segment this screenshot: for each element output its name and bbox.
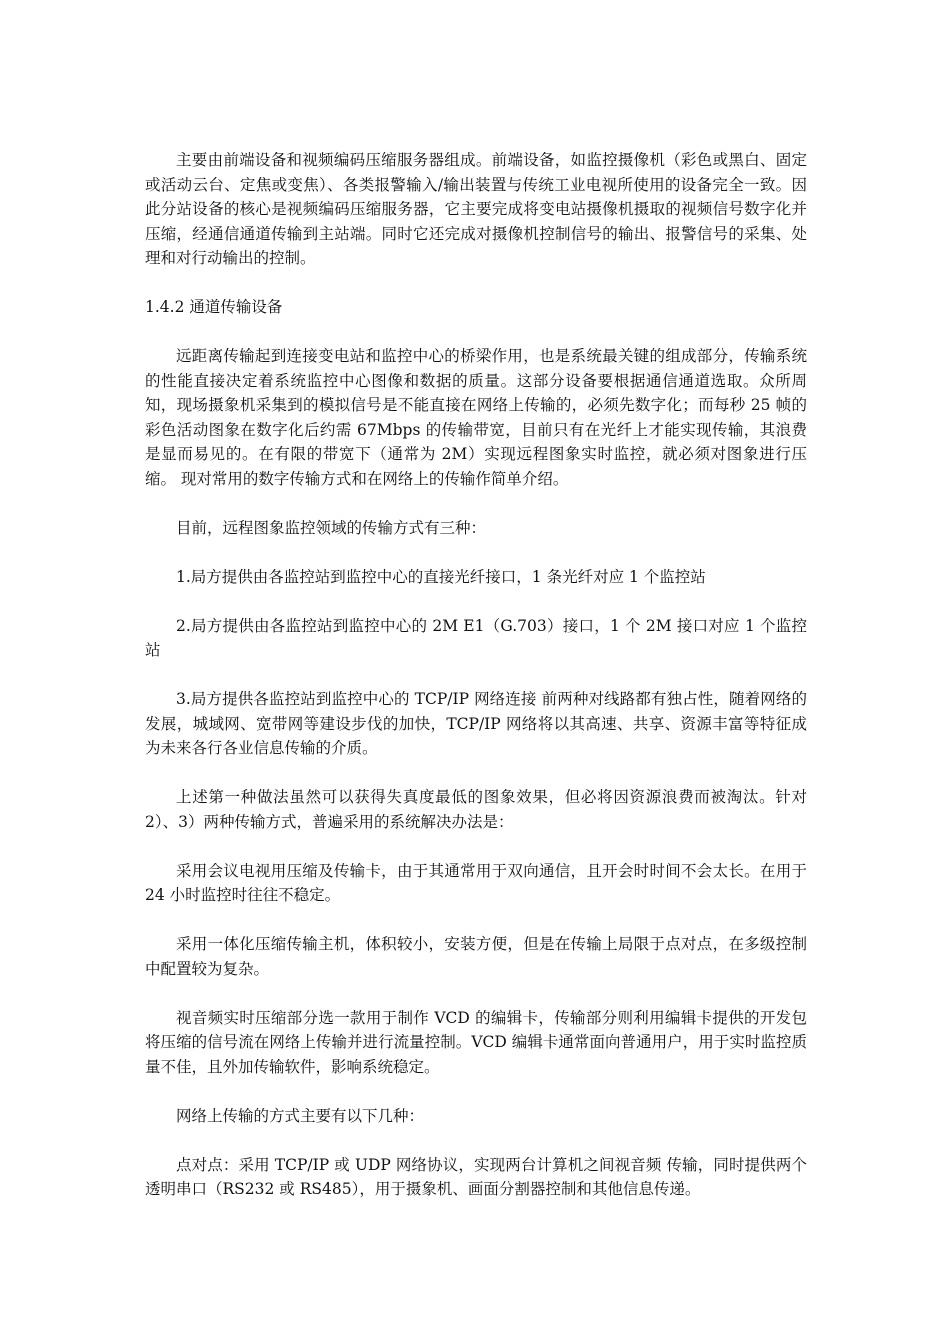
paragraph-method-fiber: 1.局方提供由各监控站到监控中心的直接光纤接口，1 条光纤对应 1 个监控站 bbox=[176, 567, 706, 586]
paragraph-solution-summary: 上述第一种做法虽然可以获得失真度最低的图象效果，但必将因资源浪费而被淘汰。针对 2）、3）两种传输方式，普遍采用的系统解决办法是： bbox=[145, 788, 807, 831]
paragraph-point-to-point: 点对点：采用 TCP/IP 或 UDP 网络协议，实现两台计算机之间视音频 传输，同时提供两个透明串口（RS232 或 RS485），用于摄象机、画面分割器控制和其他信息传递。 bbox=[145, 1155, 807, 1198]
section-heading-channel-transmission: 1.4.2 通道传输设备 bbox=[145, 298, 283, 316]
paragraph-long-distance-transmission: 远距离传输起到连接变电站和监控中心的桥梁作用，也是系统最关键的组成部分，传输系统的性能直接决定着系统监控中心图像和数据的质量。这部分设备要根据通信通道选取。众所周知，现场摄象机采集到的模拟信号是不能直接在网络上传输的，必须先数字化；而每秒 25 帧的彩色活动图象在数字化后约需 67Mbps 的传输带宽，目前只有在光纤上才能实现传输，其浪费是显而易见的。在有限的带宽下（通常为 2M）实现远程图象实时监控，就必须对图象进行压缩。 现对常用的数字传输方式和在网络上的传输作简单介绍。 bbox=[145, 347, 807, 488]
document-body bbox=[145, 148, 807, 1226]
paragraph-front-end-equipment: 主要由前端设备和视频编码压缩服务器组成。前端设备，如监控摄像机（彩色或黑白、固定或活动云台、定焦或变焦）、各类报警输入/输出装置与传统工业电视所使用的设备完全一致。因此分站设备的核心是视频编码压缩服务器，它主要完成将变电站摄像机摄取的视频信号数字化并压缩，经通信通道传输到主站端。同时它还完成对摄像机控制信号的输出、报警信号的采集、处理和对行动输出的控制。 bbox=[145, 151, 807, 267]
paragraph-integrated-host: 采用一体化压缩传输主机，体积较小，安装方便，但是在传输上局限于点对点，在多级控制中配置较为复杂。 bbox=[145, 935, 807, 978]
paragraph-vcd-card: 视音频实时压缩部分选一款用于制作 VCD 的编辑卡，传输部分则利用编辑卡提供的开发包将压缩的信号流在网络上传输并进行流量控制。VCD 编辑卡通常面向普通用户，用于实时监控质量不佳，且外加传输软件，影响系统稳定。 bbox=[145, 1008, 807, 1076]
paragraph-method-tcpip: 3.局方提供各监控站到监控中心的 TCP/IP 网络连接 前两种对线路都有独占性，随着网络的发展，城域网、宽带网等建设步伐的加快，TCP/IP 网络将以其高速、共享、资源丰富等特征成为未来各行各业信息传输的介质。 bbox=[145, 690, 807, 757]
paragraph-conference-card: 采用会议电视用压缩及传输卡，由于其通常用于双向通信，且开会时时间不会太长。在用于 24 小时监控时往往不稳定。 bbox=[145, 861, 807, 904]
paragraph-transmission-methods-intro: 目前，远程图象监控领域的传输方式有三种： bbox=[176, 518, 487, 537]
paragraph-network-methods-intro: 网络上传输的方式主要有以下几种： bbox=[176, 1106, 425, 1125]
paragraph-method-e1: 2.局方提供由各监控站到监控中心的 2M E1（G.703）接口，1 个 2M 接口对应 1 个监控站 bbox=[145, 616, 807, 659]
